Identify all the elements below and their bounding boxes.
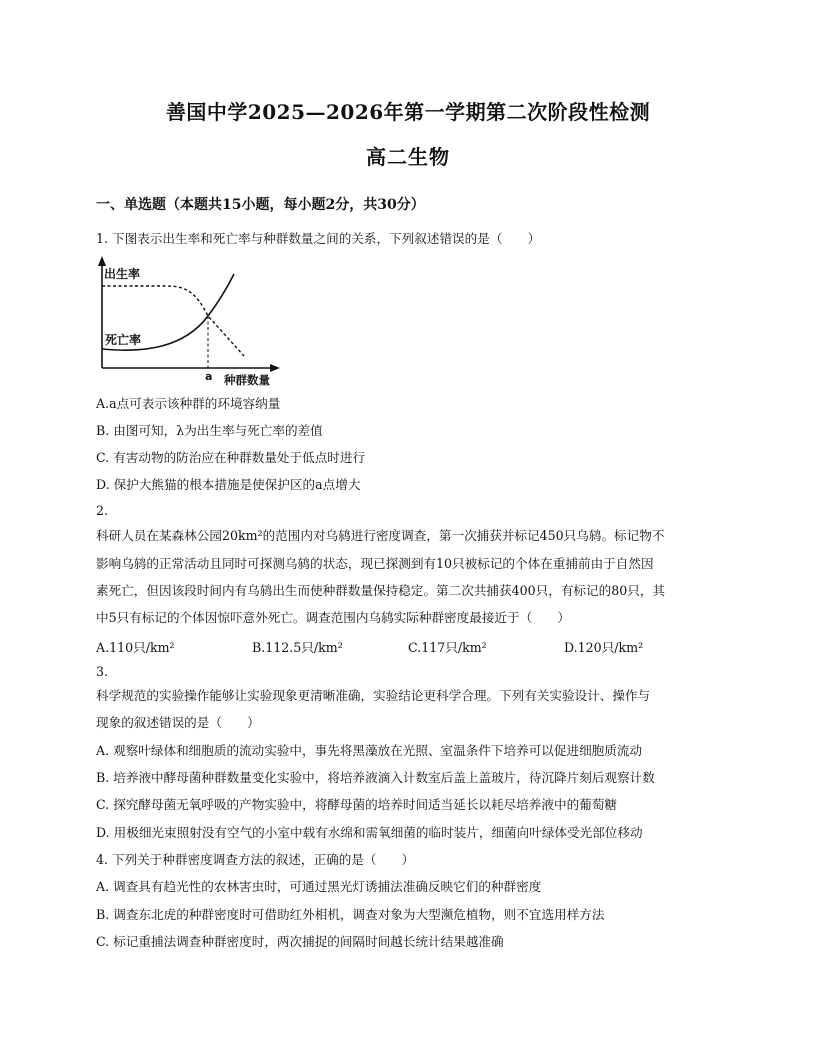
q3-option-c: C. 探究酵母菌无氧呼吸的产物实验中，将酵母菌的培养时间适当延长以耗尽培养液中的葡萄糖	[96, 797, 617, 812]
q4-option-c: C. 标记重捕法调查种群密度时，两次捕捉的间隔时间越长统计结果越准确	[96, 934, 504, 949]
q2-line-1: 科研人员在某森林公园20km²的范围内对乌鸫进行密度调查，第一次捕获并标记450只乌鸫。标记物不	[96, 528, 665, 543]
point-a-label: a	[205, 370, 213, 383]
q2-option-d: D.120只/km²	[564, 640, 644, 655]
y-axis-arrow	[98, 256, 106, 266]
q1-option-c: C. 有害动物的防治应在种群数量处于低点时进行	[96, 450, 366, 465]
q3-option-b: B. 培养液中酵母菌种群数量变化实验中，将培养液滴入计数室后盖上盖玻片，待沉降片刻后观察计数	[96, 770, 655, 785]
q3-option-a: A. 观察叶绿体和细胞质的流动实验中，事先将黑藻放在光照、室温条件下培养可以促进细胞质流动	[96, 743, 643, 758]
q3-number: 3.	[96, 664, 109, 679]
q3-line-2: 现象的叙述错误的是（ ）	[96, 715, 260, 730]
x-axis-arrow	[270, 364, 280, 372]
q4-stem: 4. 下列关于种群密度调查方法的叙述，正确的是（ ）	[96, 852, 415, 867]
q2-number: 2.	[96, 503, 109, 518]
q1-figure	[94, 254, 294, 386]
q2-option-c: C.117只/km²	[408, 640, 487, 655]
q2-option-a: A.110只/km²	[96, 640, 175, 655]
q2-line-4: 中5只有标记的个体因惊吓意外死亡。调查范围内乌鸫实际种群密度最接近于（ ）	[96, 610, 570, 625]
exam-subject: 高二生物	[366, 145, 450, 169]
q1-option-a: A.a点可表示该种群的环境容纳量	[96, 396, 281, 411]
q2-line-2: 影响乌鸫的正常活动且同时可探测乌鸫的状态，现已探测到有10只被标记的个体在重捕前由于自然因	[96, 556, 654, 571]
x-axis-label: 种群数量	[224, 373, 270, 386]
birth-rate-label: 出生率	[104, 267, 141, 281]
q1-option-d: D. 保护大熊猫的根本措施是使保护区的a点增大	[96, 477, 361, 492]
section-heading: 一、单选题（本题共15小题，每小题2分，共30分）	[96, 197, 425, 213]
q2-line-3: 素死亡，但因该段时间内有乌鸫出生而使种群数量保持稳定。第二次共捕获400只，有标记的80只，其	[96, 583, 666, 598]
q1-stem: 1. 下图表示出生率和死亡率与种群数量之间的关系，下列叙述错误的是（ ）	[96, 231, 541, 246]
q3-line-1: 科学规范的实验操作能够让实验现象更清晰准确，实验结论更科学合理。下列有关实验设计、操作与	[96, 688, 651, 703]
q2-option-b: B.112.5只/km²	[252, 640, 343, 655]
death-rate-label: 死亡率	[105, 333, 142, 347]
q3-option-d: D. 用极细光束照射没有空气的小室中载有水绵和需氧细菌的临时装片，细菌向叶绿体受光部位移动	[96, 825, 643, 840]
q4-option-a: A. 调查具有趋光性的农林害虫时，可通过黑光灯诱捕法准确反映它们的种群密度	[96, 879, 542, 894]
q1-option-b: B. 由图可知，λ为出生率与死亡率的差值	[96, 423, 323, 438]
q4-option-b: B. 调查东北虎的种群密度时可借助红外相机，调查对象为大型濒危植物，则不宜选用样方法	[96, 907, 605, 922]
exam-title: 善国中学2025—2026年第一学期第二次阶段性检测	[165, 100, 651, 124]
